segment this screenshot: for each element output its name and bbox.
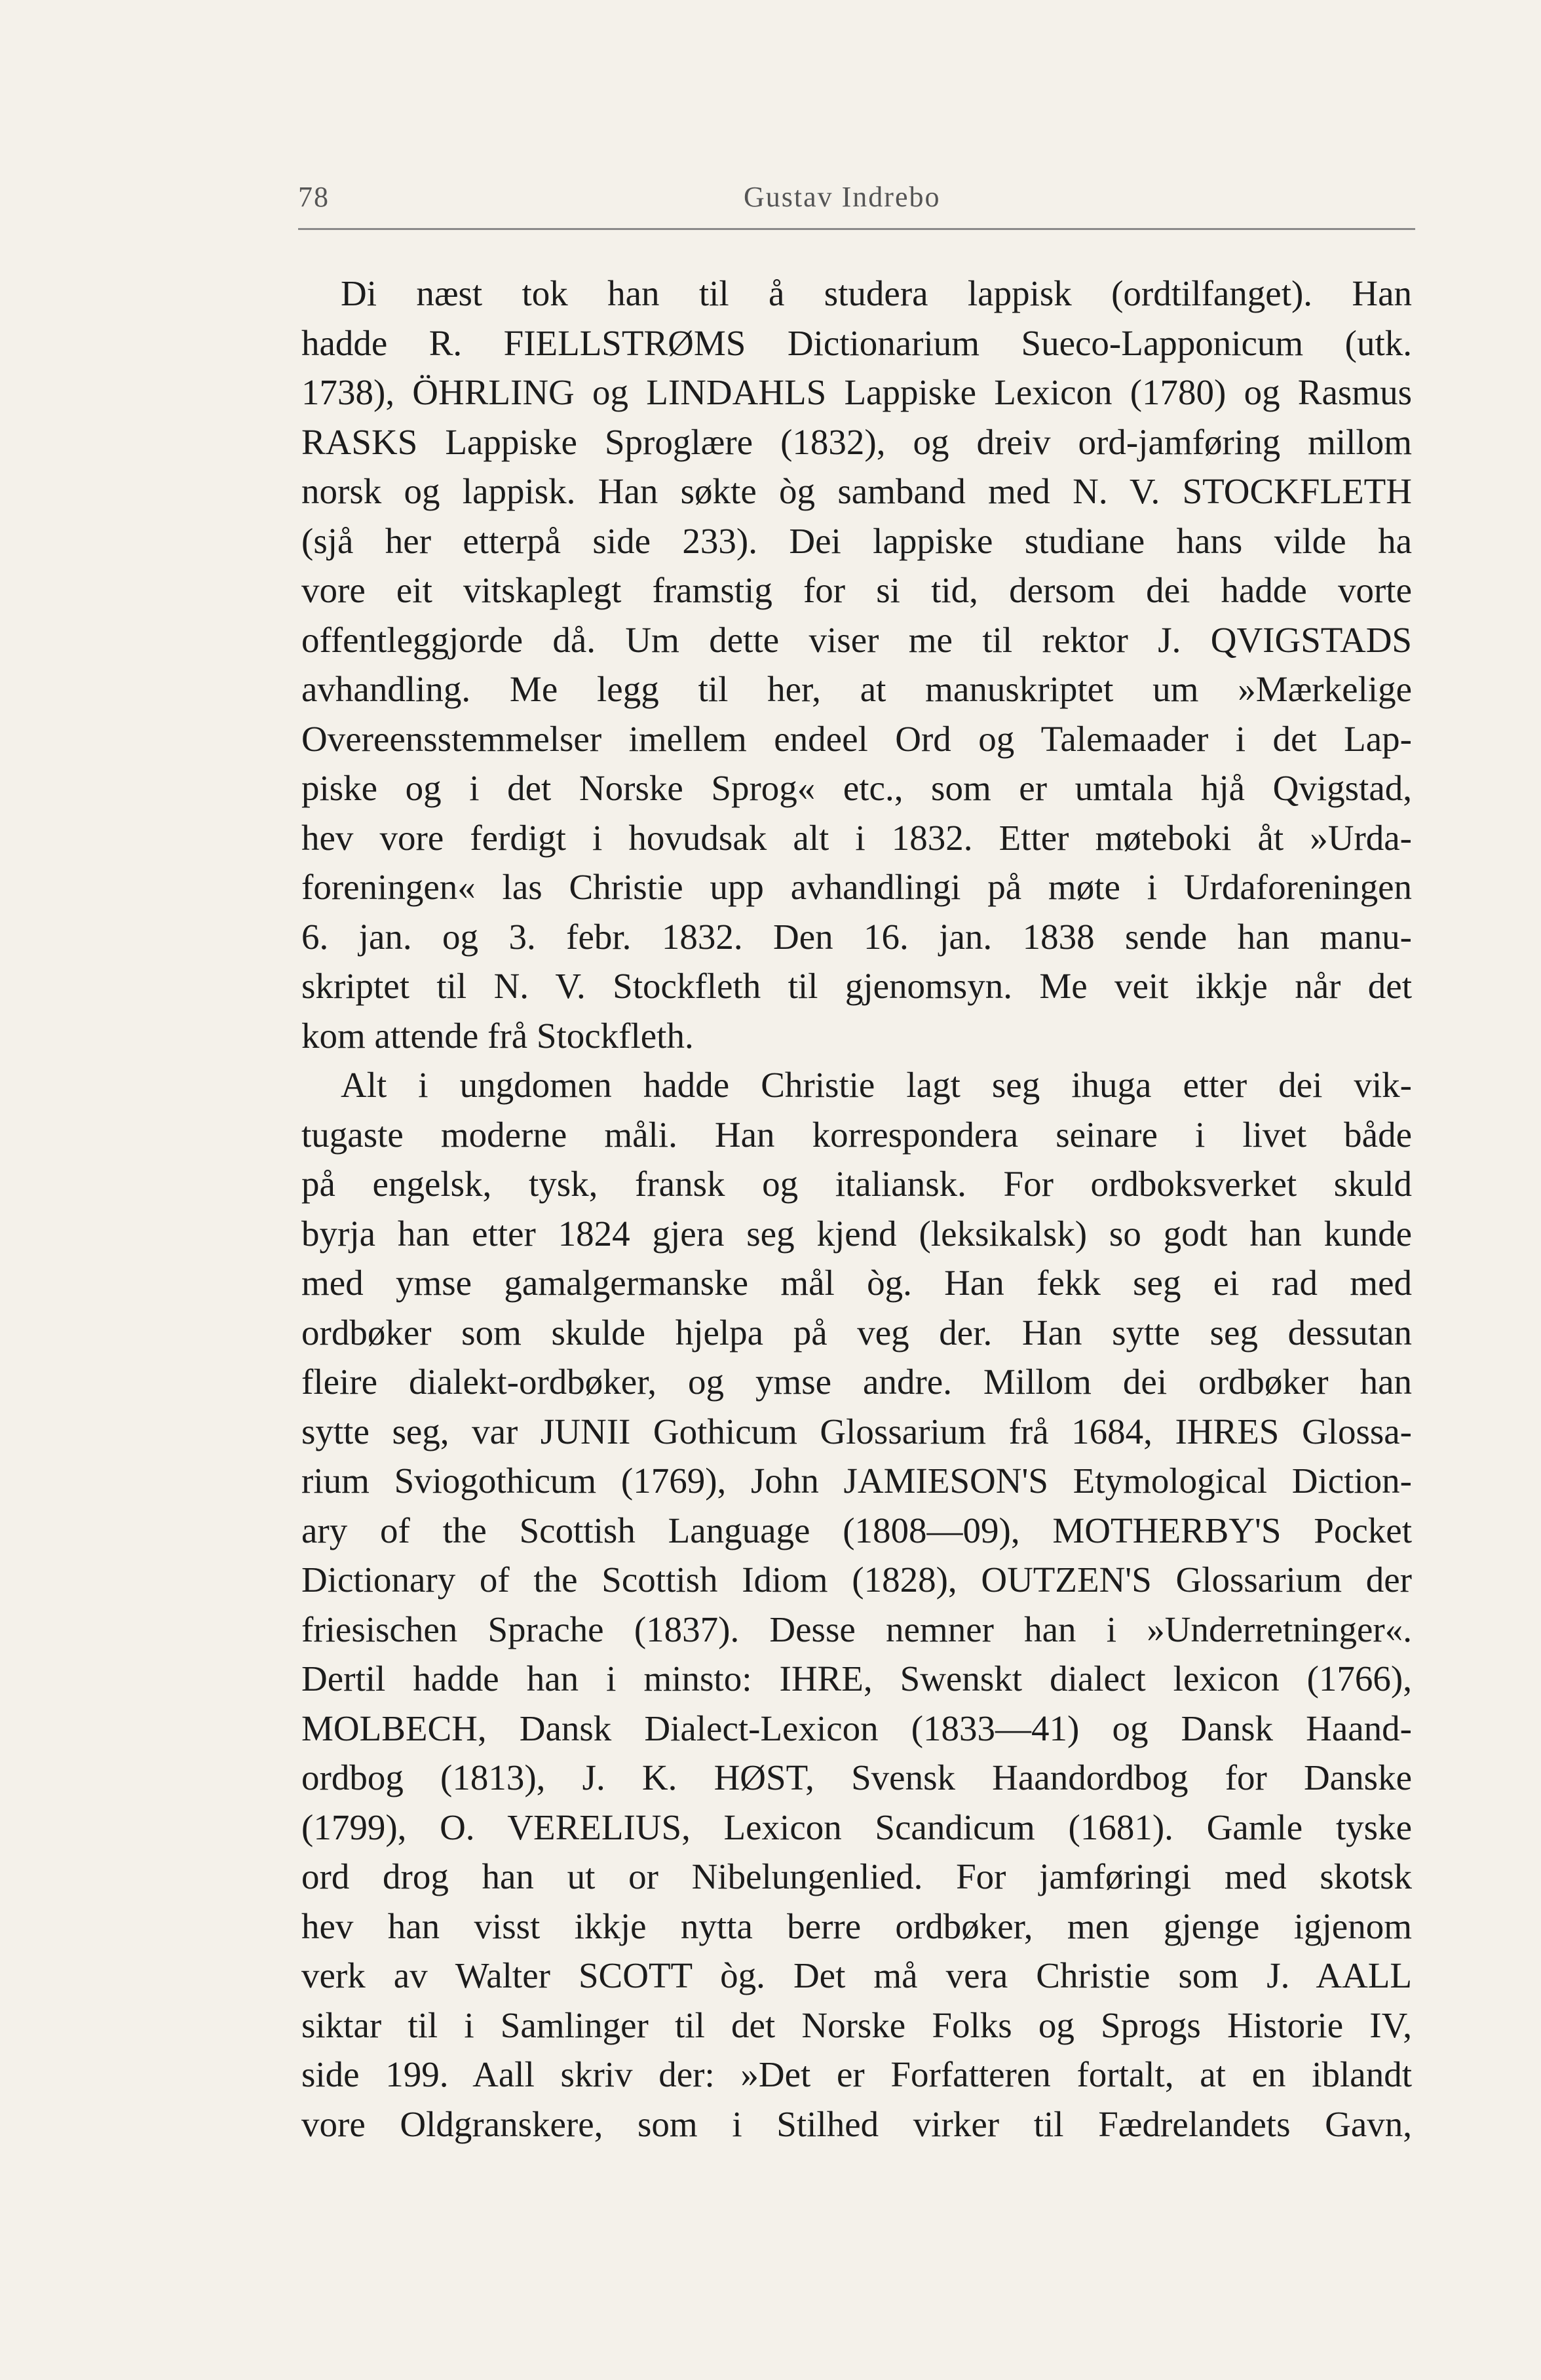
text-line: sytte seg, var JUNII Gothicum Glossarium frå 1684, IHRES Glossa- — [301, 1411, 1412, 1451]
text-line: Overeensstemmelser imellem endeel Ord og Talemaader i det Lap- — [301, 718, 1412, 759]
text-line: vore eit vitskaplegt framstig for si tid, dersom dei hadde vorte — [301, 570, 1412, 610]
text-line: (sjå her etterpå side 233). Dei lappiske studiane hans vilde ha — [301, 520, 1412, 561]
text-line: siktar til i Samlinger til det Norske Folks og Sprogs Historie IV, — [301, 2005, 1412, 2045]
page-number: 78 — [298, 181, 330, 213]
text-line: Dertil hadde han i minsto: IHRE, Swenskt dialect lexicon (1766), — [301, 1659, 1412, 1699]
text-line: byrja han etter 1824 gjera seg kjend (leksikalsk) so godt han kunde — [301, 1213, 1412, 1254]
text-line: friesischen Sprache (1837). Desse nemner han i »Underretninger«. — [301, 1609, 1412, 1649]
text-line: ordbog (1813), J. K. HØST, Svensk Haandordbog for Danske — [301, 1757, 1412, 1797]
body-text — [301, 269, 1412, 2149]
text-line: vore Oldgranskere, som i Stilhed virker til Fædrelandets Gavn, — [301, 2103, 1412, 2144]
text-line: avhandling. Me legg til her, at manuskriptet um »Mærkelige — [301, 669, 1412, 709]
text-line: kom attende frå Stockfleth. — [301, 1015, 694, 1056]
text-line: (1799), O. VERELIUS, Lexicon Scandicum (1681). Gamle tyske — [301, 1807, 1412, 1847]
text-line: Di næst tok han til å studera lappisk (ordtilfanget). Han — [341, 273, 1412, 313]
header-rule — [298, 228, 1415, 230]
paragraph-2 — [301, 1060, 1412, 2149]
text-line: Dictionary of the Scottish Idiom (1828), OUTZEN'S Glossarium der — [301, 1560, 1412, 1600]
text-line: foreningen« las Christie upp avhandlingi på møte i Urdaforeningen — [301, 867, 1412, 907]
text-line: ord drog han ut or Nibelungenlied. For jamføringi med skotsk — [301, 1856, 1412, 1896]
text-line: hev vore ferdigt i hovudsak alt i 1832. Etter møteboki åt »Urda- — [301, 817, 1412, 858]
text-line: verk av Walter SCOTT òg. Det må vera Christie som J. AALL — [301, 1955, 1412, 1995]
text-line: tugaste moderne måli. Han korrespondera seinare i livet både — [301, 1114, 1412, 1155]
text-line: 1738), ÖHRLING og LINDAHLS Lappiske Lexicon (1780) og Rasmus — [301, 372, 1412, 412]
text-line: side 199. Aall skriv der: »Det er Forfatteren fortalt, at en iblandt — [301, 2054, 1412, 2094]
text-line: 6. jan. og 3. febr. 1832. Den 16. jan. 1838 sende han manu- — [301, 916, 1412, 957]
text-line: RASKS Lappiske Sproglære (1832), og dreiv ord-jamføring millom — [301, 421, 1412, 462]
text-line: hadde R. FIELLSTRØMS Dictionarium Sueco-Lapponicum (utk. — [301, 322, 1412, 363]
paragraph-1 — [301, 269, 1412, 1060]
text-line: på engelsk, tysk, fransk og italiansk. For ordboksverket skuld — [301, 1164, 1412, 1204]
running-head-author: Gustav Indrebo — [744, 181, 941, 213]
text-line: norsk og lappisk. Han søkte òg samband med N. V. STOCKFLETH — [301, 471, 1412, 511]
text-line: fleire dialekt-ordbøker, og ymse andre. Millom dei ordbøker han — [301, 1362, 1412, 1402]
text-line: med ymse gamalgermanske mål òg. Han fekk seg ei rad med — [301, 1263, 1412, 1303]
text-line: rium Sviogothicum (1769), John JAMIESON'S Etymological Diction- — [301, 1461, 1412, 1501]
text-line: ordbøker som skulde hjelpa på veg der. Han sytte seg dessutan — [301, 1312, 1412, 1353]
text-line: offentleggjorde då. Um dette viser me til rektor J. QVIGSTADS — [301, 619, 1412, 660]
text-line: skriptet til N. V. Stockfleth til gjenomsyn. Me veit ikkje når det — [301, 966, 1412, 1006]
text-line: piske og i det Norske Sprog« etc., som er umtala hjå Qvigstad, — [301, 768, 1412, 808]
text-line: ary of the Scottish Language (1808—09), MOTHERBY'S Pocket — [301, 1510, 1412, 1550]
running-head — [298, 180, 1412, 220]
text-line: MOLBECH, Dansk Dialect-Lexicon (1833—41) og Dansk Haand- — [301, 1708, 1412, 1748]
text-line: hev han visst ikkje nytta berre ordbøker, men gjenge igjenom — [301, 1906, 1412, 1946]
text-line: Alt i ungdomen hadde Christie lagt seg ihuga etter dei vik- — [341, 1065, 1412, 1105]
